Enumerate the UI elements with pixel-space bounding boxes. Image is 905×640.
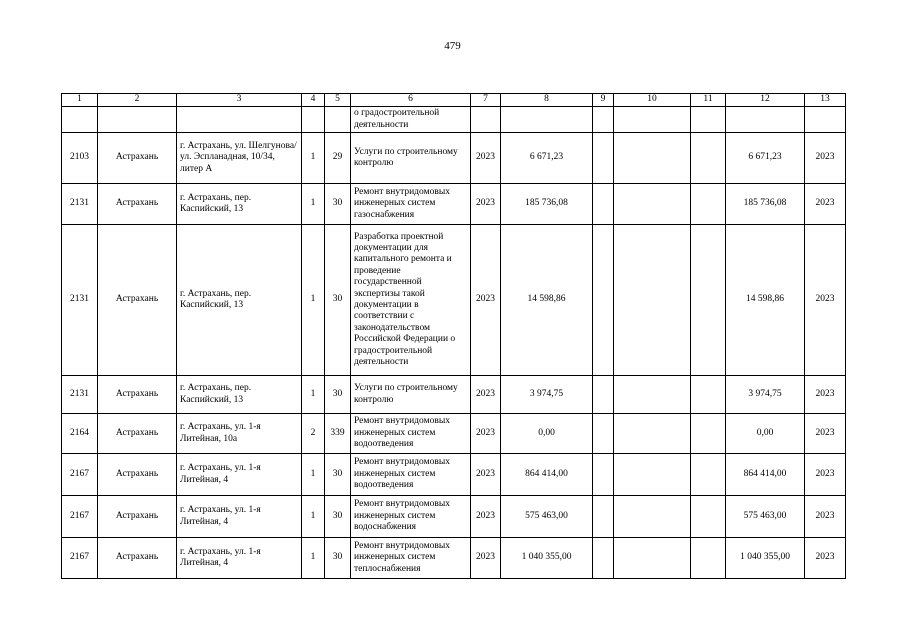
- cell-end-year: 2023: [805, 496, 846, 538]
- cell-work-type: Ремонт внутридомовых инженерных систем газоснабжения: [351, 184, 471, 225]
- column-header: 2: [98, 94, 177, 107]
- cell-col5: 30: [325, 225, 351, 376]
- cell-col4: 1: [302, 184, 325, 225]
- cell-col9: [593, 454, 614, 496]
- cell-year: 2023: [471, 376, 501, 414]
- cell-col5: 30: [325, 454, 351, 496]
- cell-end-year: 2023: [805, 225, 846, 376]
- table-row: [62, 184, 846, 225]
- table-row: [62, 133, 846, 184]
- cell-col10: [614, 538, 691, 579]
- column-header: 4: [302, 94, 325, 107]
- column-header: 11: [691, 94, 726, 107]
- cell-col9: [593, 107, 614, 133]
- cell-col9: [593, 133, 614, 184]
- cell-col5: [325, 107, 351, 133]
- cell-col4: 1: [302, 454, 325, 496]
- cell-col11: [691, 496, 726, 538]
- cell-col9: [593, 414, 614, 454]
- cell-col5: 30: [325, 184, 351, 225]
- cell-address: г. Астрахань, ул. 1-я Литейная, 4: [177, 496, 302, 538]
- cell-col11: [691, 538, 726, 579]
- cell-end-year: 2023: [805, 538, 846, 579]
- cell-cost: 14 598,86: [501, 225, 593, 376]
- cell-col11: [691, 376, 726, 414]
- cell-number: 2131: [62, 376, 98, 414]
- cell-col11: [691, 454, 726, 496]
- cell-end-year: 2023: [805, 133, 846, 184]
- cell-year: 2023: [471, 454, 501, 496]
- cell-address: г. Астрахань, ул. 1-я Литейная, 10а: [177, 414, 302, 454]
- cell-total: 864 414,00: [726, 454, 805, 496]
- cell-end-year: 2023: [805, 414, 846, 454]
- cell-municipality: Астрахань: [98, 454, 177, 496]
- cell-municipality: Астрахань: [98, 184, 177, 225]
- cell-col4: 1: [302, 538, 325, 579]
- cell-col11: [691, 133, 726, 184]
- cell-municipality: Астрахань: [98, 414, 177, 454]
- cell-year: [471, 107, 501, 133]
- cell-work-type: Ремонт внутридомовых инженерных систем водоотведения: [351, 454, 471, 496]
- cell-number: 2103: [62, 133, 98, 184]
- column-header: 9: [593, 94, 614, 107]
- cell-address: [177, 107, 302, 133]
- cell-col10: [614, 184, 691, 225]
- column-header: 7: [471, 94, 501, 107]
- cell-address: г. Астрахань, ул. 1-я Литейная, 4: [177, 538, 302, 579]
- cell-municipality: Астрахань: [98, 133, 177, 184]
- cell-col9: [593, 496, 614, 538]
- page-number: 479: [444, 40, 461, 52]
- column-header: 5: [325, 94, 351, 107]
- cell-cost: 1 040 355,00: [501, 538, 593, 579]
- column-header: 8: [501, 94, 593, 107]
- cell-cost: 3 974,75: [501, 376, 593, 414]
- cell-col10: [614, 414, 691, 454]
- cell-municipality: Астрахань: [98, 376, 177, 414]
- cell-address: г. Астрахань, ул. 1-я Литейная, 4: [177, 454, 302, 496]
- cell-col10: [614, 454, 691, 496]
- cell-work-type: Услуги по строительному контролю: [351, 376, 471, 414]
- cell-total: [726, 107, 805, 133]
- register-table: [61, 93, 846, 579]
- cell-number: 2167: [62, 454, 98, 496]
- cell-total: 185 736,08: [726, 184, 805, 225]
- cell-municipality: [98, 107, 177, 133]
- cell-number: 2131: [62, 184, 98, 225]
- cell-cost: 864 414,00: [501, 454, 593, 496]
- cell-number: 2167: [62, 496, 98, 538]
- cell-end-year: [805, 107, 846, 133]
- cell-total: 3 974,75: [726, 376, 805, 414]
- cell-work-type: Ремонт внутридомовых инженерных систем теплоснабжения: [351, 538, 471, 579]
- table-row: [62, 225, 846, 376]
- cell-work-type: Разработка проектной документации для капитального ремонта и проведение государственной экспертизы такой документации в соответствии с законодательством Российской Федерации о градостроительной деятельности: [351, 225, 471, 376]
- cell-number: 2167: [62, 538, 98, 579]
- cell-address: г. Астрахань, пер. Каспийский, 13: [177, 225, 302, 376]
- cell-cost: 6 671,23: [501, 133, 593, 184]
- cell-cost: 575 463,00: [501, 496, 593, 538]
- cell-total: 6 671,23: [726, 133, 805, 184]
- cell-end-year: 2023: [805, 184, 846, 225]
- cell-col4: 1: [302, 133, 325, 184]
- cell-work-type: о градостроительной деятельности: [351, 107, 471, 133]
- cell-col5: 30: [325, 376, 351, 414]
- cell-year: 2023: [471, 414, 501, 454]
- cell-end-year: 2023: [805, 454, 846, 496]
- cell-end-year: 2023: [805, 376, 846, 414]
- cell-year: 2023: [471, 225, 501, 376]
- cell-address: г. Астрахань, ул. Шелгунова/ ул. Эспланадная, 10/34, литер А: [177, 133, 302, 184]
- cell-col10: [614, 376, 691, 414]
- cell-col11: [691, 414, 726, 454]
- cell-col11: [691, 107, 726, 133]
- cell-total: 0,00: [726, 414, 805, 454]
- cell-municipality: Астрахань: [98, 496, 177, 538]
- cell-col5: 30: [325, 538, 351, 579]
- cell-number: 2131: [62, 225, 98, 376]
- table-row: [62, 376, 846, 414]
- cell-col10: [614, 225, 691, 376]
- column-header: 12: [726, 94, 805, 107]
- cell-year: 2023: [471, 133, 501, 184]
- cell-cost: 0,00: [501, 414, 593, 454]
- cell-col11: [691, 184, 726, 225]
- cell-year: 2023: [471, 184, 501, 225]
- cell-col10: [614, 496, 691, 538]
- cell-address: г. Астрахань, пер. Каспийский, 13: [177, 184, 302, 225]
- cell-municipality: Астрахань: [98, 538, 177, 579]
- table-row: [62, 496, 846, 538]
- column-header: 6: [351, 94, 471, 107]
- cell-col4: 1: [302, 225, 325, 376]
- cell-col10: [614, 133, 691, 184]
- cell-municipality: Астрахань: [98, 225, 177, 376]
- column-header: 3: [177, 94, 302, 107]
- cell-col5: 29: [325, 133, 351, 184]
- cell-col5: 30: [325, 496, 351, 538]
- cell-year: 2023: [471, 496, 501, 538]
- cell-total: 575 463,00: [726, 496, 805, 538]
- cell-col9: [593, 538, 614, 579]
- cell-cost: [501, 107, 593, 133]
- table-row: [62, 454, 846, 496]
- cell-col4: 2: [302, 414, 325, 454]
- table-row: [62, 107, 846, 133]
- cell-col5: 339: [325, 414, 351, 454]
- cell-col9: [593, 184, 614, 225]
- cell-work-type: Ремонт внутридомовых инженерных систем водоснабжения: [351, 496, 471, 538]
- cell-total: 14 598,86: [726, 225, 805, 376]
- cell-col4: [302, 107, 325, 133]
- cell-total: 1 040 355,00: [726, 538, 805, 579]
- cell-year: 2023: [471, 538, 501, 579]
- cell-cost: 185 736,08: [501, 184, 593, 225]
- cell-col4: 1: [302, 496, 325, 538]
- table-row: [62, 538, 846, 579]
- column-header: 10: [614, 94, 691, 107]
- cell-col9: [593, 376, 614, 414]
- cell-col9: [593, 225, 614, 376]
- cell-address: г. Астрахань, пер. Каспийский, 13: [177, 376, 302, 414]
- cell-col10: [614, 107, 691, 133]
- header-row: [62, 94, 846, 107]
- cell-number: 2164: [62, 414, 98, 454]
- cell-col4: 1: [302, 376, 325, 414]
- cell-number: [62, 107, 98, 133]
- cell-col11: [691, 225, 726, 376]
- cell-work-type: Ремонт внутридомовых инженерных систем водоотведения: [351, 414, 471, 454]
- table-row: [62, 414, 846, 454]
- cell-work-type: Услуги по строительному контролю: [351, 133, 471, 184]
- column-header: 13: [805, 94, 846, 107]
- column-header: 1: [62, 94, 98, 107]
